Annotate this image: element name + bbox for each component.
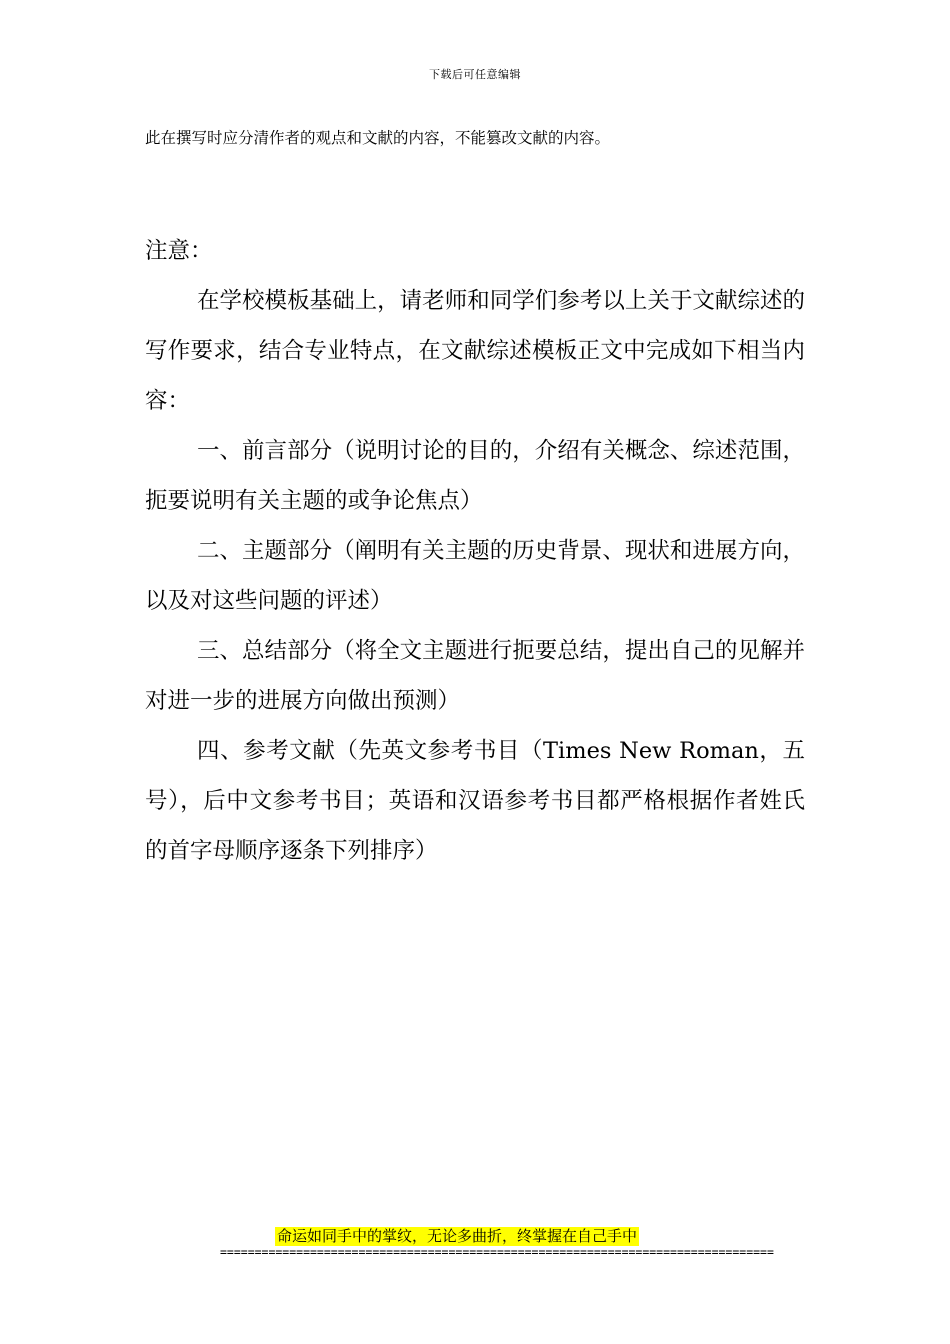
preface-item: 一、前言部分（说明讨论的目的，介绍有关概念、综述范围，扼要说明有关主题的或争论焦点） <box>145 438 805 514</box>
intro-line: 此在撰写时应分清作者的观点和文献的内容，不能篡改文献的内容。 <box>145 129 611 147</box>
topic-item: 二、主题部分（阐明有关主题的历史背景、现状和进展方向，以及对这些问题的评述） <box>145 538 805 614</box>
references-item: 四、参考文献（先英文参考书目（Times New Roman，五号），后中文参考书目；英语和汉语参考书目都严格根据作者姓氏的首字母顺序逐条下列排序） <box>145 738 805 864</box>
page-header: 下载后可任意编辑 <box>429 68 521 81</box>
footer-rule: ================================================================================ <box>220 1245 774 1259</box>
note-section <box>145 226 805 876</box>
note-label: 注意： <box>145 238 213 264</box>
footer-motto: 命运如同手中的掌纹，无论多曲折，终掌握在自己手中 <box>277 1227 638 1245</box>
note-paragraph: 在学校模板基础上，请老师和同学们参考以上关于文献综述的写作要求，结合专业特点，在文献综述模板正文中完成如下相当内容： <box>145 288 805 414</box>
summary-item: 三、总结部分（将全文主题进行扼要总结，提出自己的见解并对进一步的进展方向做出预测） <box>145 638 805 714</box>
